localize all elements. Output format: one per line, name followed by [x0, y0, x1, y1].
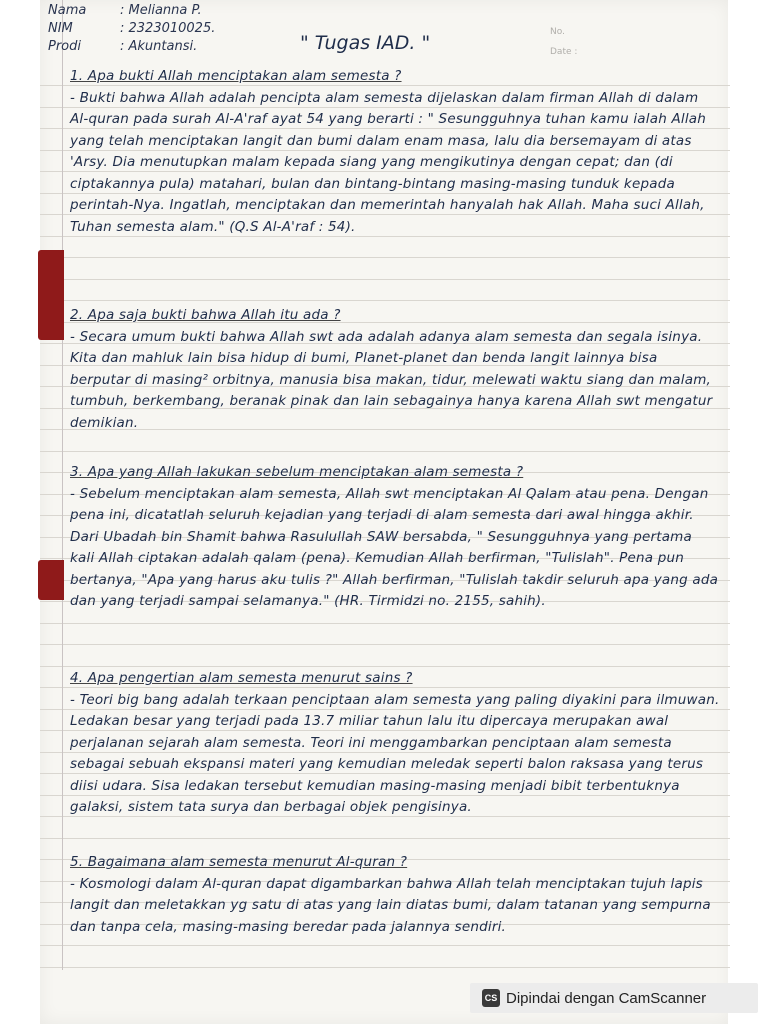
section-2 — [70, 305, 720, 434]
question-4: 4. Apa pengertian alam semesta menurut sains ? — [70, 670, 413, 686]
section-5 — [70, 852, 720, 938]
nama-value: : Melianna P. — [120, 3, 202, 18]
margin-line — [62, 0, 63, 970]
rule-line — [40, 666, 730, 667]
nim-value: : 2323010025. — [120, 21, 216, 36]
section-1 — [70, 66, 720, 238]
rule-line — [40, 945, 730, 946]
nim-label: NIM — [48, 21, 73, 36]
rule-line — [40, 967, 730, 968]
rule-line — [40, 644, 730, 645]
page-title: " Tugas IAD. " — [300, 32, 431, 54]
question-3: 3. Apa yang Allah lakukan sebelum menciptakan alam semesta ? — [70, 464, 524, 480]
rule-line — [40, 623, 730, 624]
answer-2: - Secara umum bukti bahwa Allah swt ada adalah adanya alam semesta dan segala isinya. Kita dan mahluk lain bisa hidup di bumi, Planet-planet dan benda langit lainnya bisa berputar di masing² orbitnya, manusia bisa makan, tidur, melewati waktu siang dan malam, tumbuh, berkembang, beranak pinak dan lain sebagainya hanya karena Allah swt mengatur demikian. — [70, 328, 713, 431]
section-4 — [70, 668, 720, 819]
binder-tab — [38, 560, 64, 600]
question-2: 2. Apa saja bukti bahwa Allah itu ada ? — [70, 307, 341, 323]
rule-line — [40, 279, 730, 280]
prodi-label: Prodi — [48, 39, 82, 54]
rule-line — [40, 451, 730, 452]
camscanner-badge — [470, 983, 758, 1013]
rule-line — [40, 257, 730, 258]
rule-line — [40, 300, 730, 301]
no-field: No. — [550, 27, 565, 37]
nama-label: Nama — [48, 3, 87, 18]
question-1: 1. Apa bukti Allah menciptakan alam semesta ? — [70, 68, 402, 84]
camscanner-icon: CS — [482, 989, 500, 1007]
notebook-fields — [550, 22, 577, 62]
prodi-value: : Akuntansi. — [120, 39, 198, 54]
answer-5: - Kosmologi dalam Al-quran dapat digambarkan bahwa Allah telah menciptakan tujuh lapis langit dan meletakkan yg satu di atas yang lain diatas bumi, dalam tatanan yang sempurna dan tanpa cela, masing-masing beredar pada jalannya sendiri. — [70, 875, 711, 935]
answer-1: - Bukti bahwa Allah adalah pencipta alam semesta dijelaskan dalam firman Allah di dalam Al-quran pada surah Al-A'raf ayat 54 yang berarti : " Sesungguhnya tuhan kamu ialah Allah yang telah menciptakan langit dan bumi dalam enam masa, lalu dia bersemayam di atas 'Arsy. Dia menutupkan malam kepada siang yang mengikutinya dengan cepat; dan (di ciptakannya pula) matahari, bulan dan bintang-bintang masing-masing tunduk kepada perintah-Nya. Ingatlah, menciptakan dan memerintah hanyalah hak Allah. Maha suci Allah, Tuhan semesta alam." (Q.S Al-A'raf : 54). — [70, 89, 707, 235]
section-3 — [70, 462, 720, 613]
answer-3: - Sebelum menciptakan alam semesta, Allah swt menciptakan Al Qalam atau pena. Dengan pena ini, dicatatlah seluruh kejadian yang terjadi di alam semesta dari awal hingga akhir. Dari Ubadah bin Shamit bahwa Rasulullah SAW bersabda, " Sesungguhnya yang pertama kali Allah ciptakan adalah qalam (pena). Kemudian Allah berfirman, "Tulislah". Pena pun bertanya, "Apa yang harus aku tulis ?" Allah berfirman, "Tulislah takdir seluruh apa yang ada dan yang terjadi sampai selamanya." (HR. Tirmidzi no. 2155, sahih). — [70, 485, 719, 609]
date-field: Date : — [550, 47, 578, 57]
camscanner-label: Dipindai dengan CamScanner — [506, 989, 707, 1007]
student-info — [48, 2, 215, 56]
answer-4: - Teori big bang adalah terkaan penciptaan alam semesta yang paling diyakini para ilmuwan. Ledakan besar yang terjadi pada 13.7 miliar tahun lalu itu dipercaya merupakan awal perjalanan sejarah alam semesta. Teori ini menggambarkan penciptaan alam semesta sebagai sebuah ekspansi materi yang kemudian meledak seperti balon raksasa yang terus diisi udara. Sisa ledakan tersebut kemudian masing-masing menjadi bibit terbentuknya galaksi, sistem tata surya dan berbagai objek pengisinya. — [70, 691, 720, 815]
rule-line — [40, 838, 730, 839]
binder-tab — [38, 250, 64, 340]
question-5: 5. Bagaimana alam semesta menurut Al-quran ? — [70, 854, 408, 870]
page-edge — [728, 0, 768, 1024]
